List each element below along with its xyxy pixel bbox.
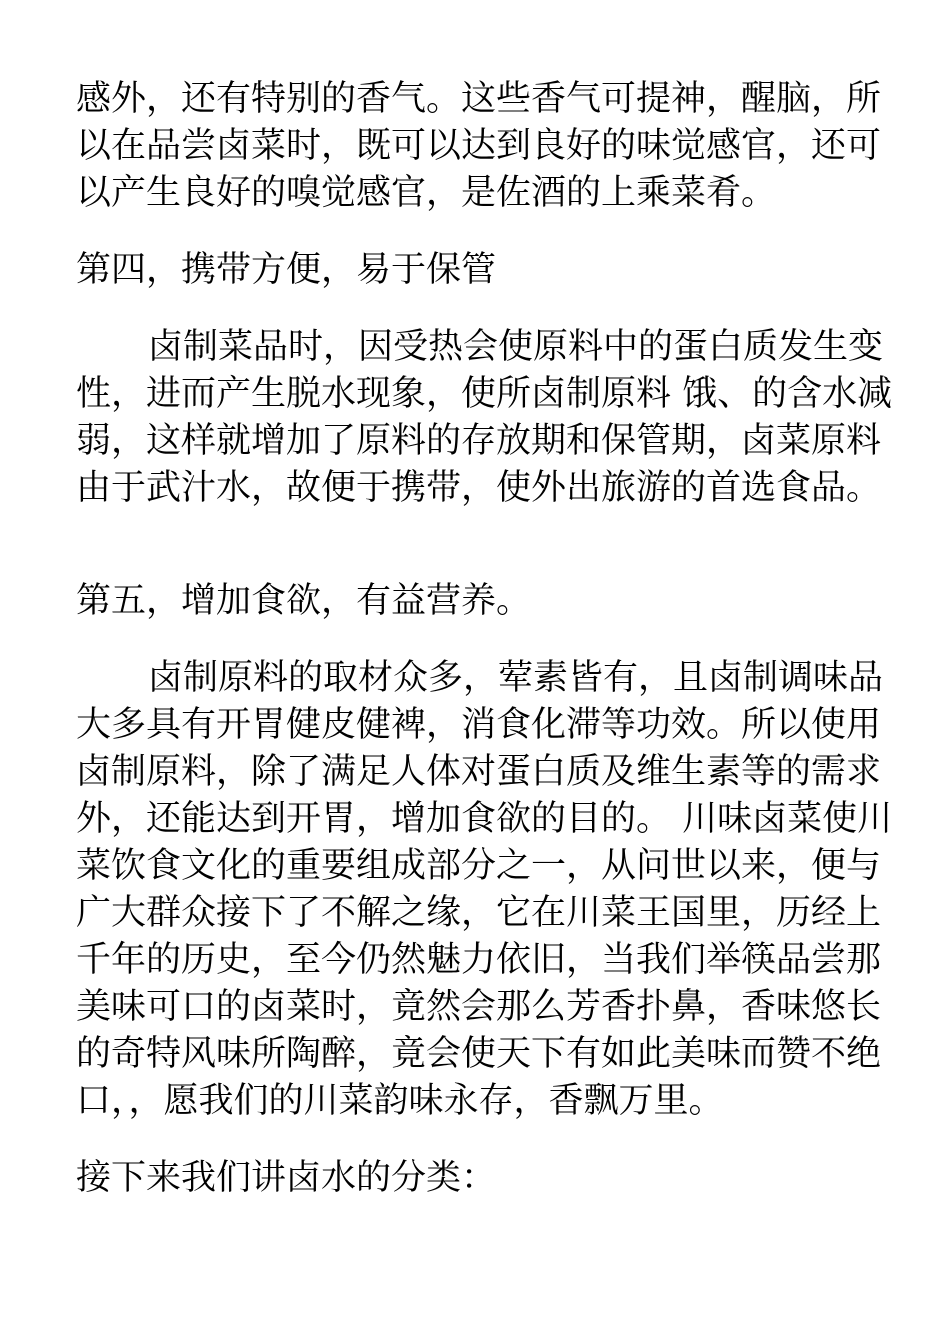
heading-fourth <box>76 247 892 294</box>
text-line: 外，还能达到开胃，增加食欲的目的。 川味卤菜使川 <box>76 799 893 839</box>
text-line: 性，进而产生脱水现象，使所卤制原料 饿、的含水减 <box>76 374 893 414</box>
text-line: 由于武汁水，故便于携带，使外出旅游的首选食品。 <box>76 468 882 508</box>
heading-fifth <box>76 578 892 625</box>
text-line: 广大群众接下了不解之缘，它在川菜王国里，历经上 <box>76 893 882 933</box>
text-line: 千年的历史，至今仍然魅力依旧，当我们举筷品尝那 <box>76 940 882 980</box>
text-line: 的奇特风味所陶醉，竟会使天下有如此美味而赞不绝 <box>76 1034 882 1074</box>
text-line: 以产生良好的嗅觉感官，是佐酒的上乘菜肴。 <box>76 173 777 213</box>
paragraph-aroma <box>76 76 892 217</box>
text-line: 接下来我们讲卤水的分类： <box>76 1158 497 1198</box>
text-line: 大多具有开胃健皮健裨，消食化滞等功效。所以使用 <box>76 705 882 745</box>
text-line: 卤制原料的取材众多，荤素皆有，且卤制调味品 <box>148 658 884 698</box>
document-page <box>76 76 892 1202</box>
paragraph-next-topic <box>76 1155 892 1202</box>
text-line: 卤制原料，除了满足人体对蛋白质及维生素等的需求 <box>76 752 882 792</box>
section-heading: 第五，增加食欲，有益营养。 <box>76 581 532 621</box>
section-heading: 第四，携带方便，易于保管 <box>76 250 497 290</box>
text-line: 卤制菜品时，因受热会使原料中的蛋白质发生变 <box>148 327 884 367</box>
text-line: 以在品尝卤菜时，既可以达到良好的味觉感官，还可 <box>76 126 882 166</box>
text-line: 美味可口的卤菜时，竟然会那么芳香扑鼻，香味悠长 <box>76 987 882 1027</box>
text-line: 感外，还有特别的香气。这些香气可提神，醒脑，所 <box>76 79 882 119</box>
paragraph-appetite <box>76 655 892 1125</box>
paragraph-storage <box>76 324 892 512</box>
text-line: 弱，这样就增加了原料的存放期和保管期，卤菜原料 <box>76 421 882 461</box>
text-line: 口，，愿我们的川菜韵味永存，香飘万里。 <box>76 1081 724 1121</box>
text-line: 菜饮食文化的重要组成部分之一，从问世以来，便与 <box>76 846 882 886</box>
